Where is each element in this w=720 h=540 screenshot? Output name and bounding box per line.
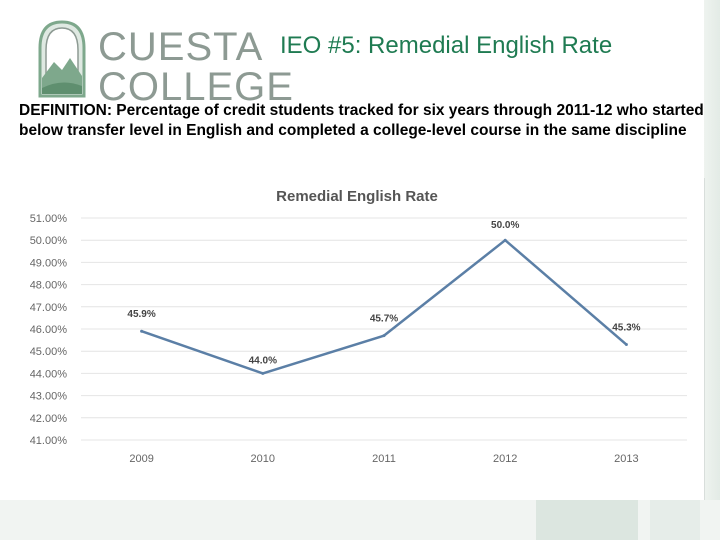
x-tick-label: 2012 <box>492 453 518 465</box>
y-tick-label: 44.00% <box>29 368 67 381</box>
chart-title: Remedial English Rate <box>276 188 438 205</box>
page-title: IEO #5: Remedial English Rate <box>280 32 613 59</box>
definition-body: Percentage of credit students tracked for six years through 2011-12 who started below transfer level in English and completed a college-level course in the same discipline <box>19 102 704 139</box>
y-tick-label: 43.00% <box>29 390 67 403</box>
data-point <box>504 239 507 242</box>
x-tick-label: 2009 <box>129 453 154 465</box>
college-logo <box>36 18 294 109</box>
data-point <box>383 334 386 337</box>
logo-icon <box>36 18 294 109</box>
x-tick-label: 2013 <box>614 453 639 465</box>
y-tick-label: 46.00% <box>29 324 67 336</box>
data-point <box>261 372 264 375</box>
y-tick-label: 47.00% <box>29 301 67 314</box>
logo-text-line2: COLLEGE <box>98 65 294 109</box>
data-point <box>625 343 628 346</box>
definition-label: DEFINITION: <box>19 102 112 119</box>
data-label: 45.9% <box>127 309 156 321</box>
line-chart <box>11 178 704 500</box>
data-label: 50.0% <box>491 220 520 232</box>
chart-container <box>11 178 705 500</box>
footer-block-1 <box>536 500 638 540</box>
x-tick-label: 2010 <box>250 453 276 465</box>
data-point <box>140 330 143 333</box>
y-tick-label: 41.00% <box>29 435 67 447</box>
chart-gridlines <box>81 218 687 440</box>
y-axis-ticks <box>30 213 68 447</box>
data-label: 45.3% <box>612 322 641 334</box>
definition-text <box>19 101 705 141</box>
y-tick-label: 49.00% <box>29 257 67 270</box>
x-axis-ticks <box>129 453 638 465</box>
y-tick-label: 50.00% <box>29 235 67 248</box>
data-label: 45.7% <box>369 313 399 325</box>
y-tick-label: 51.00% <box>29 213 67 225</box>
y-tick-label: 45.00% <box>29 346 67 359</box>
footer-block-2 <box>650 500 700 540</box>
y-tick-label: 42.00% <box>29 412 67 425</box>
data-label: 44.0% <box>248 355 277 367</box>
x-tick-label: 2011 <box>372 453 396 465</box>
slide-edge-decoration <box>704 0 720 540</box>
y-tick-label: 48.00% <box>29 279 67 292</box>
logo-text-line1: CUESTA <box>98 25 264 69</box>
